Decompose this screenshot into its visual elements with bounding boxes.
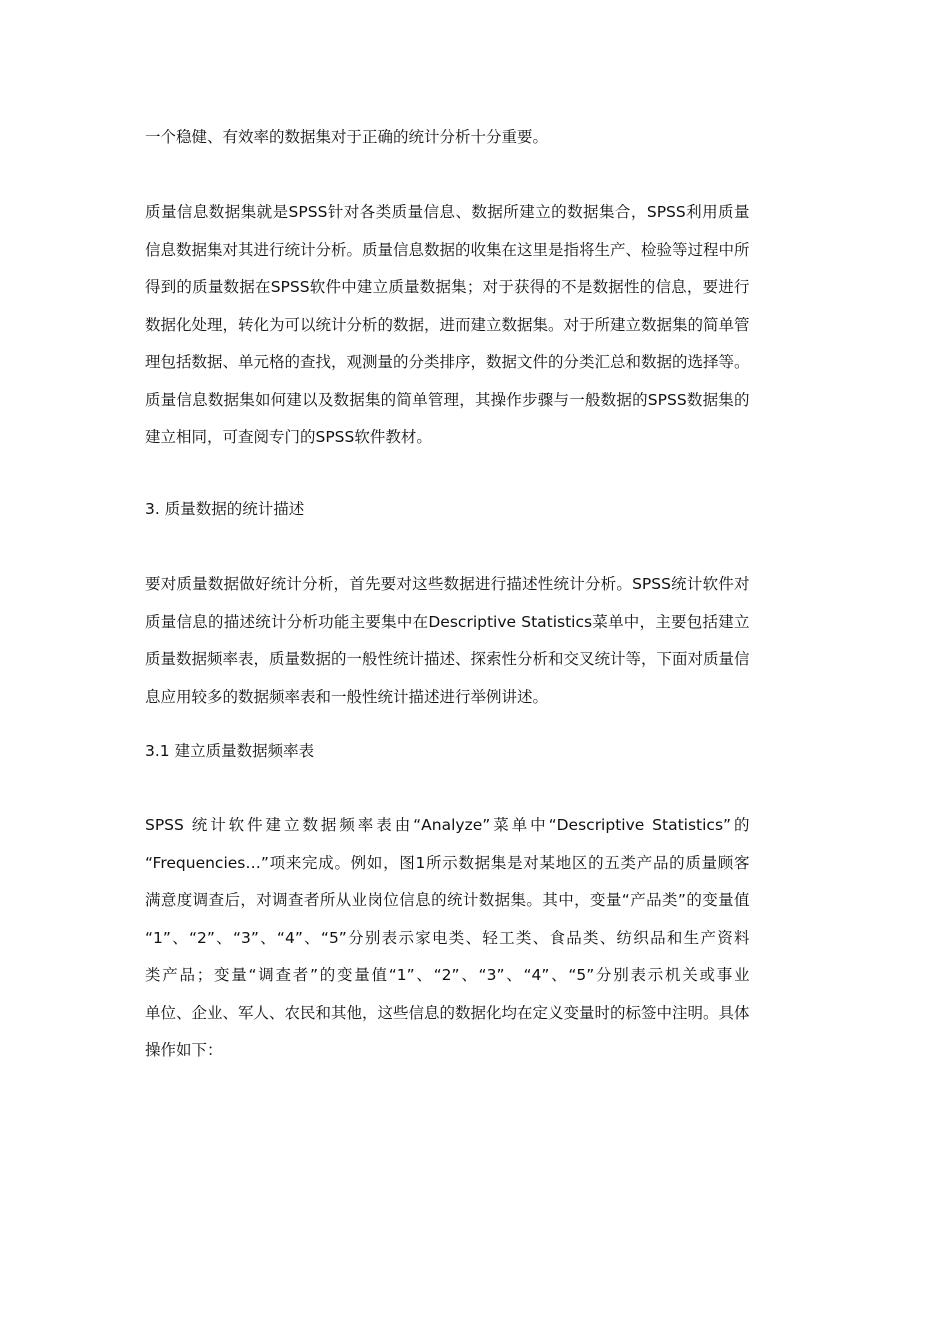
paragraph-intro	[145, 119, 548, 157]
text-line: 数据化处理，转化为可以统计分析的数据，进而建立数据集。对于所建立数据集的简单管	[145, 315, 750, 334]
text-line: SPSS 统计软件建立数据频率表由“Analyze”菜单中“Descriptive Statistics”的	[145, 816, 750, 834]
section-heading	[145, 491, 304, 529]
text-line: 类产品；变量“调查者”的变量值“1”、“2”、“3”、“4”、“5”分别表示机关或事业	[145, 966, 750, 984]
text-line: 信息数据集对其进行统计分析。质量信息数据的收集在这里是指将生产、检验等过程中所	[145, 240, 750, 259]
text-line: 得到的质量数据在SPSS软件中建立质量数据集；对于获得的不是数据性的信息，要进行	[145, 278, 750, 296]
paragraph-dataset	[145, 194, 750, 457]
text-line: “Frequencies…”项来完成。例如，图1所示数据集是对某地区的五类产品的质量顾客	[145, 853, 750, 872]
text-line: 质量信息的描述统计分析功能主要集中在Descriptive Statistics菜单中，主要包括建立	[145, 612, 750, 631]
text-line: 质量信息数据集如何建以及数据集的简单管理，其操作步骤与一般数据的SPSS数据集的	[145, 390, 750, 409]
subsection-heading	[145, 733, 314, 771]
text-line: 要对质量数据做好统计分析，首先要对这些数据进行描述性统计分析。SPSS统计软件对	[145, 575, 750, 593]
heading-text: 3. 质量数据的统计描述	[145, 500, 305, 518]
heading-text: 3.1 建立质量数据频率表	[145, 742, 315, 760]
text-line: 满意度调查后，对调查者所从业岗位信息的统计数据集。其中，变量“产品类”的变量值	[145, 891, 750, 909]
text-line: “1”、“2”、“3”、“4”、“5”分别表示家电类、轻工类、食品类、纺织品和生产资料	[145, 928, 750, 947]
text-line: 息应用较多的数据频率表和一般性统计描述进行举例讲述。	[145, 687, 549, 706]
paragraph-description	[145, 566, 750, 716]
paragraph-frequencies	[145, 807, 750, 1070]
text-line: 质量信息数据集就是SPSS针对各类质量信息、数据所建立的数据集合，SPSS利用质量	[145, 203, 750, 221]
text-line: 建立相同，可查阅专门的SPSS软件教材。	[145, 428, 432, 446]
text-line: 理包括数据、单元格的查找，观测量的分类排序，数据文件的分类汇总和数据的选择等。	[145, 353, 750, 371]
text-line: 单位、企业、军人、农民和其他，这些信息的数据化均在定义变量时的标签中注明。具体	[145, 1003, 750, 1022]
text-line: 操作如下：	[145, 1041, 223, 1059]
text-line: 质量数据频率表，质量数据的一般性统计描述、探索性分析和交叉统计等，下面对质量信	[145, 650, 750, 668]
text-line: 一个稳健、有效率的数据集对于正确的统计分析十分重要。	[145, 128, 549, 146]
